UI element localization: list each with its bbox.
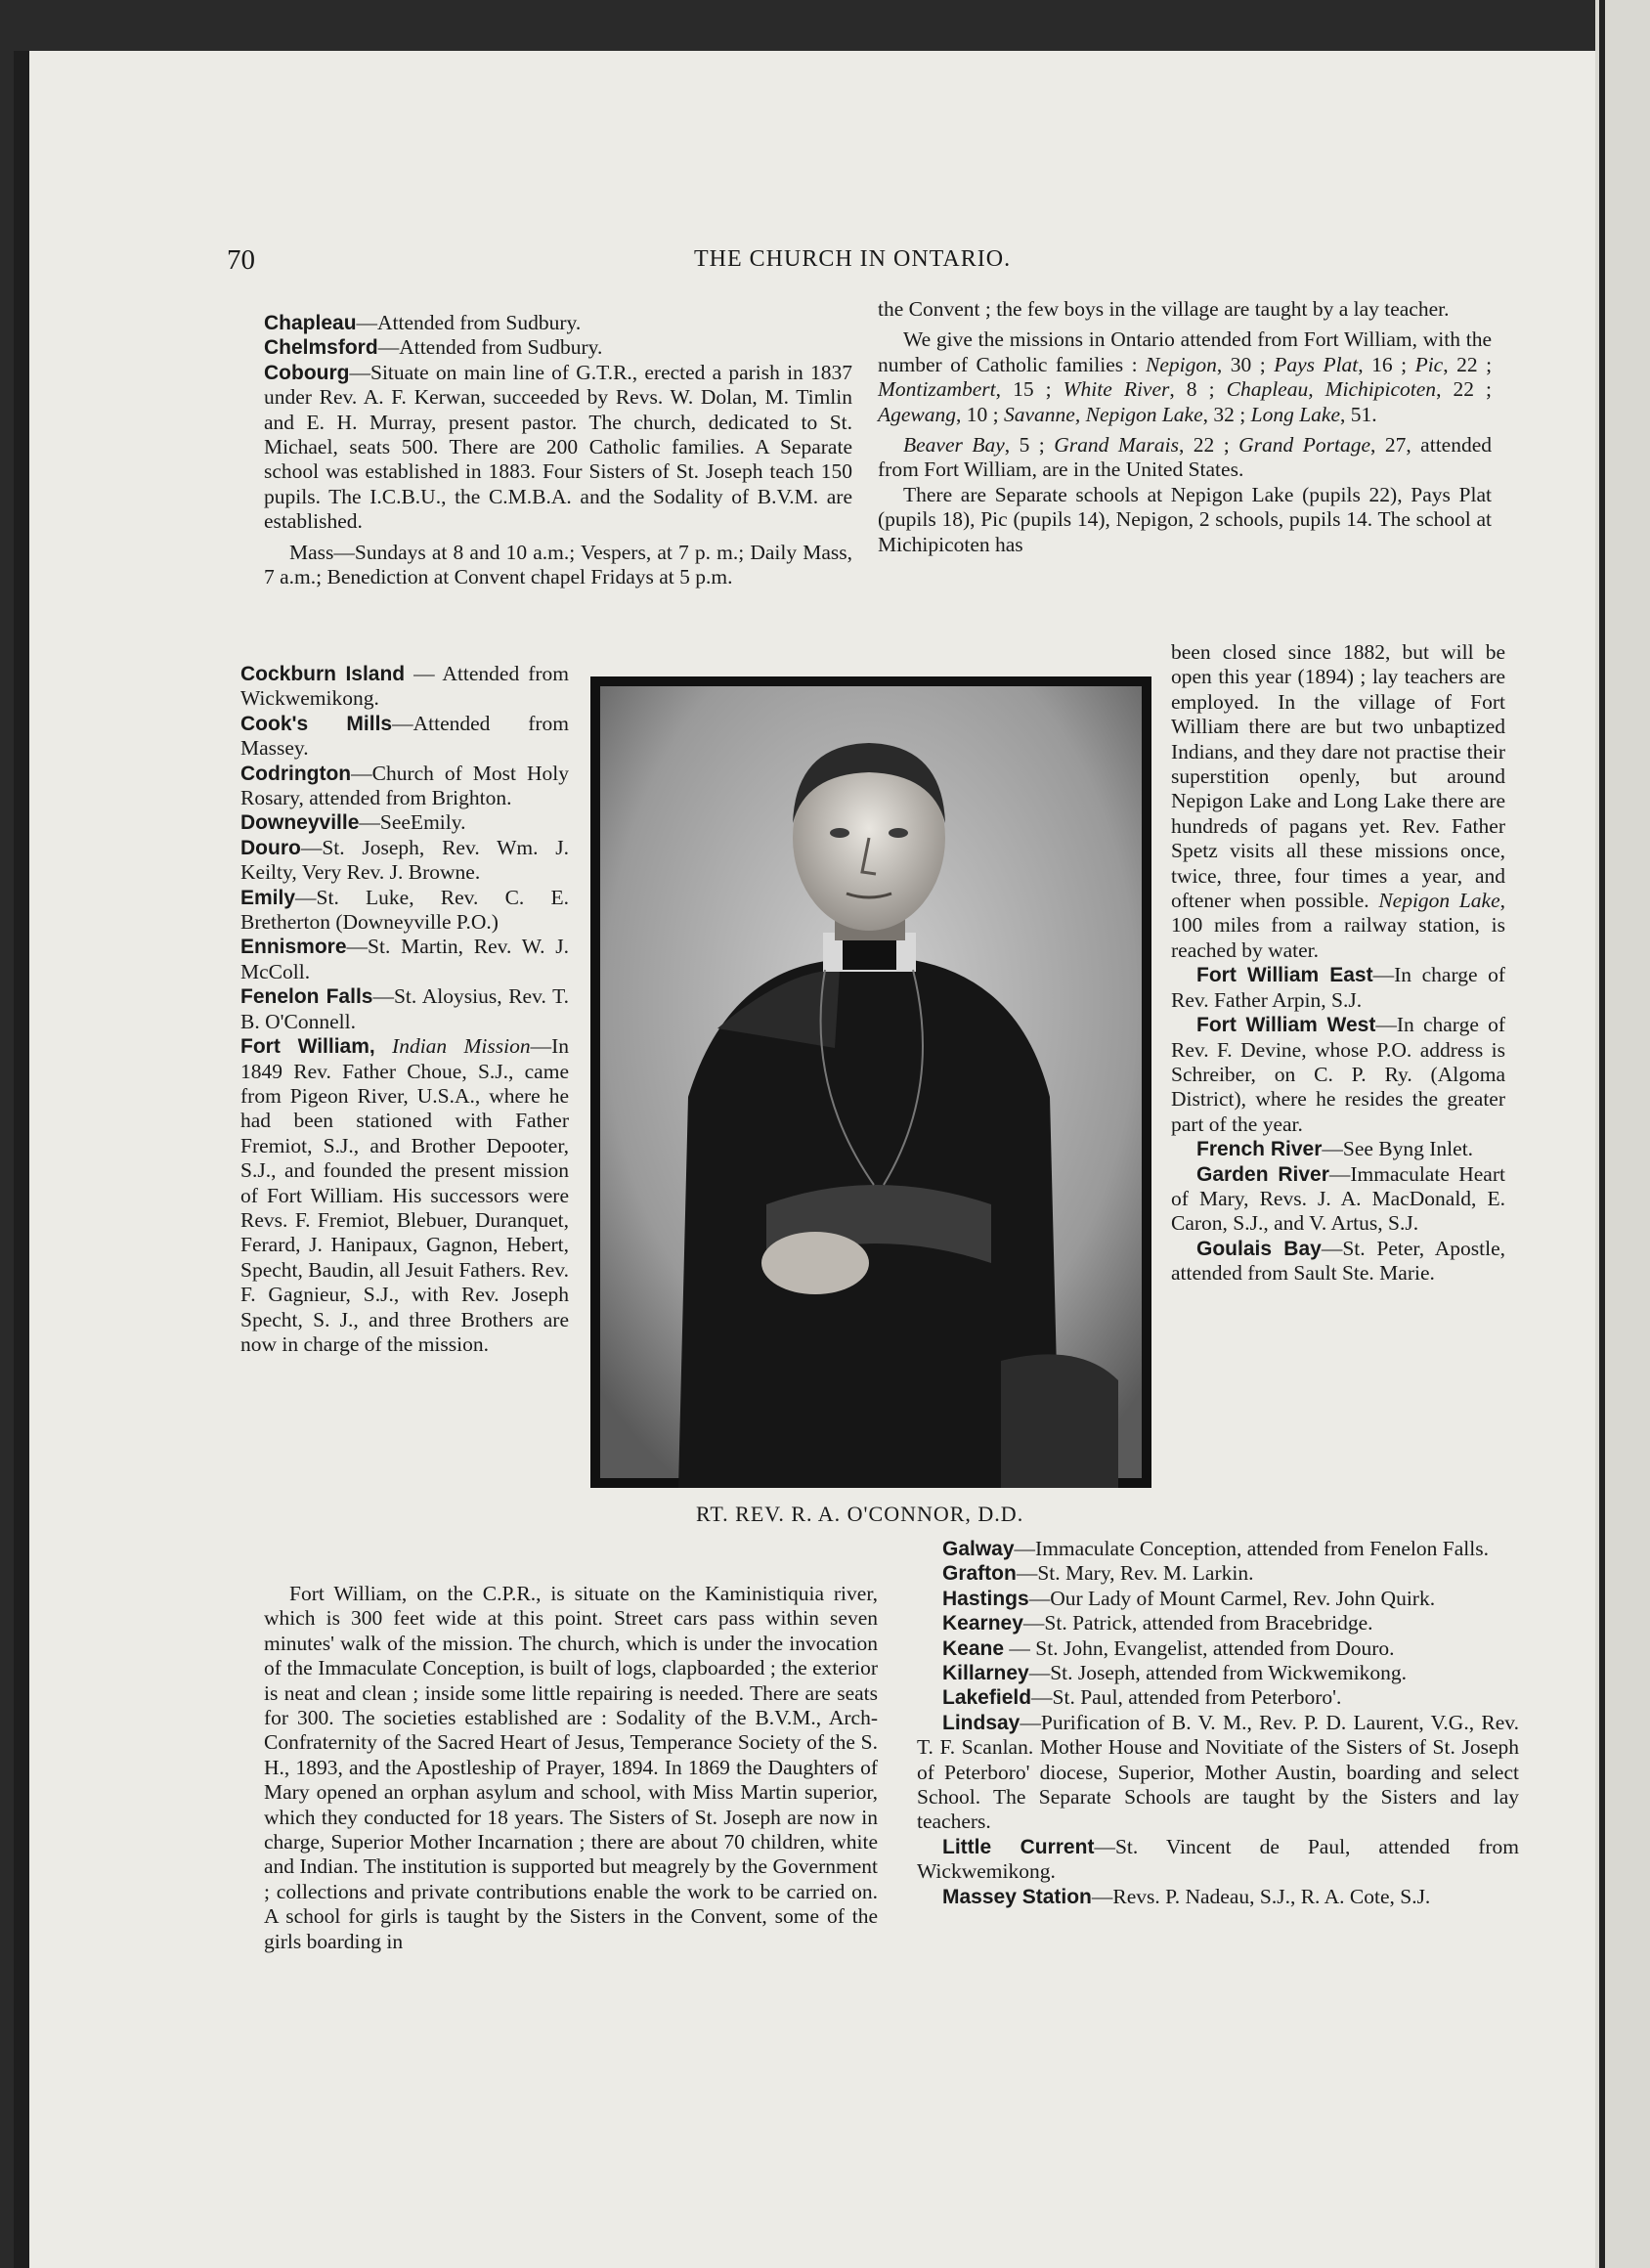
- entry-cobourg: Cobourg—Situate on main line of G.T.R., erected a parish in 1837 under Rev. A. F. Kerwan, succeeded by Revs. W. Dolan, M. Timlin and E. H. Murray, present pastor. The church, dedicated to St. Michael, seats 500. There are 200 Catholic families. A Separate school was established in 1883. Four Sisters of St. Joseph teach 150 pupils. The I.C.B.U., the C.M.B.A. and the Sodality of B.V.M. are established.: [264, 360, 852, 534]
- entry-hastings: Hastings—Our Lady of Mount Carmel, Rev. John Quirk.: [942, 1586, 1436, 1610]
- right-column-bottom: [917, 1537, 1519, 1909]
- left-column-top: [264, 311, 852, 589]
- convent-paragraph: the Convent ; the few boys in the village are taught by a lay teacher.: [878, 297, 1450, 321]
- portrait-illustration: [590, 676, 1151, 1488]
- left-column-bottom: [264, 1582, 878, 1954]
- entry-kearney: Kearney—St. Patrick, attended from Bracebridge.: [942, 1611, 1373, 1636]
- running-head: THE CHURCH IN ONTARIO.: [694, 246, 1012, 272]
- entry-fort-william-west: Fort William West—In charge of Rev. F. Devine, whose P.O. address is Schreiber, on C. P. Ry. (Algoma District), where he resides the greater part of the year.: [1171, 1013, 1506, 1136]
- page-header: [0, 244, 1650, 284]
- entry-lindsay: Lindsay—Purification of B. V. M., Rev. P. D. Laurent, V.G., Rev. T. F. Scanlan. Mother House and Novitiate of the Sisters of St. Joseph of Peterboro' diocese, Superior, Mother Austin, boarding and select School. The Separate Schools are taught by the Sisters and lay teachers.: [917, 1710, 1519, 1834]
- entry-garden-river: Garden River—Immaculate Heart of Mary, Revs. J. A. MacDonald, E. Caron, S.J., and V. Artus, S.J.: [1171, 1161, 1505, 1236]
- page-number: 70: [227, 244, 255, 276]
- fort-william-description: Fort William, on the C.P.R., is situate on the Kaministiquia river, which is 300 feet wide at this point. Street cars pass within seven minutes' walk of the mission. The church, which is under the invocation of the Immaculate Conception, is built of logs, clapboarded ; the exterior is neat and clean ; inside some little repairing is needed. There are seats for 300. The societies established are : Sodality of the B.V.M., Arch-Confraternity of the Sacred Heart of Jesus, Temperance Society of the S. H., 1893, and the Apostleship of Prayer, 1894. In 1869 the Daughters of Mary opened an orphan asylum and school, with Miss Martin superior, which they conducted for 18 years. The Sisters of St. Joseph are now in charge, Superior Mother Incarnation ; there are about 70 children, white and Indian. The institution is supported but meagrely by the Government ; collections and private contributions enable the work to be carried on. A school for girls is taught by the Sisters in the Convent, some of the girls boarding in: [264, 1582, 878, 1953]
- bishop-portrait-photo: [590, 676, 1151, 1488]
- adjacent-page-edge: [1595, 0, 1650, 2268]
- michipicoten-continued: been closed since 1882, but will be open this year (1894) ; lay teachers are employed. In the village of Fort William there are but two unbaptized Indians, and they dare not practise their superstition openly, but around Nepigon Lake and Long Lake there are hundreds of pagans yet. Rev. Father Spetz visits all these missions once, twice, three, four times a year, and oftener when possible. Nepigon Lake, 100 miles from a railway station, is reached by water.: [1171, 640, 1506, 962]
- right-column-narrow: [1171, 640, 1505, 1287]
- schools-paragraph: There are Separate schools at Nepigon Lake (pupils 22), Pays Plat (pupils 18), Pic (pupils 14), Nepigon, 2 schools, pupils 14. The school at Michipicoten has: [878, 482, 1492, 556]
- entry-codrington: Codrington—Church of Most Holy Rosary, attended from Brighton.: [240, 761, 569, 810]
- entry-cooks-mills: Cook's Mills—Attended from Massey.: [240, 711, 569, 761]
- entry-grafton: Grafton—St. Mary, Rev. M. Larkin.: [942, 1561, 1254, 1586]
- entry-goulais-bay: Goulais Bay—St. Peter, Apostle, attended from Sault Ste. Marie.: [1171, 1236, 1505, 1286]
- entry-fort-william: Fort William, Indian Mission—In 1849 Rev. Father Choue, S.J., came from Pigeon River, U.S.A., where he had been stationed with Father Fremiot, S.J., and Brother Depooter, S.J., and founded the present mission of Fort William. His successors were Revs. F. Fremiot, Blebuer, Duranquet, Ferard, J. Hanipaux, Gagnon, Hebert, Specht, Baudin, all Jesuit Fathers. Rev. F. Gagnieur, S.J., with Rev. Joseph Specht, S. J., and three Brothers are now in charge of the mission.: [240, 1034, 569, 1356]
- cobourg-mass-times: Mass—Sundays at 8 and 10 a.m.; Vespers, at 7 p. m.; Daily Mass, 7 a.m.; Benediction at Convent chapel Fridays at 5 p.m.: [264, 540, 852, 589]
- left-column-narrow: [240, 662, 569, 1357]
- entry-ennismore: Ennismore—St. Martin, Rev. W. J. McColl.: [240, 935, 569, 983]
- missions-paragraph: We give the missions in Ontario attended from Fort William, with the number of Catholic families : Nepigon, 30 ; Pays Plat, 16 ; Pic, 22 ; Montizambert, 15 ; White River, 8 ; Chapleau, Michipicoten, 22 ; Agewang, 10 ; Savanne, Nepigon Lake, 32 ; Long Lake, 51.: [878, 327, 1493, 426]
- entry-massey-station: Massey Station—Revs. P. Nadeau, S.J., R. A. Cote, S.J.: [942, 1884, 1431, 1908]
- entry-killarney: Killarney—St. Joseph, attended from Wickwemikong.: [942, 1661, 1407, 1685]
- entry-chelmsford: Chelmsford—Attended from Sudbury.: [264, 335, 603, 360]
- us-missions-paragraph: Beaver Bay, 5 ; Grand Marais, 22 ; Grand Portage, 27, attended from Fort William, are in the United States.: [878, 433, 1492, 482]
- entry-downeyville: Downeyville—SeeEmily.: [240, 810, 466, 835]
- entry-fort-william-east: Fort William East—In charge of Rev. Father Arpin, S.J.: [1171, 963, 1505, 1012]
- entry-little-current: Little Current—St. Vincent de Paul, attended from Wickwemikong.: [917, 1834, 1519, 1884]
- entry-douro: Douro—St. Joseph, Rev. Wm. J. Keilty, Very Rev. J. Browne.: [240, 835, 569, 885]
- entry-keane: Keane — St. John, Evangelist, attended from Douro.: [942, 1636, 1395, 1660]
- entry-chapleau: Chapleau—Attended from Sudbury.: [264, 311, 582, 334]
- entry-fenelon-falls: Fenelon Falls—St. Aloysius, Rev. T. B. O'Connell.: [240, 984, 569, 1033]
- entry-galway: Galway—Immaculate Conception, attended from Fenelon Falls.: [942, 1537, 1489, 1560]
- entry-lakefield: Lakefield—St. Paul, attended from Peterboro'.: [942, 1685, 1342, 1710]
- right-column-top: [878, 297, 1492, 557]
- entry-french-river: French River—See Byng Inlet.: [1196, 1137, 1474, 1161]
- photo-caption: RT. REV. R. A. O'CONNOR, D.D.: [696, 1502, 1024, 1526]
- entry-cockburn-island: Cockburn Island — Attended from Wickwemikong.: [240, 662, 569, 711]
- entry-emily: Emily—St. Luke, Rev. C. E. Bretherton (Downeyville P.O.): [240, 885, 569, 935]
